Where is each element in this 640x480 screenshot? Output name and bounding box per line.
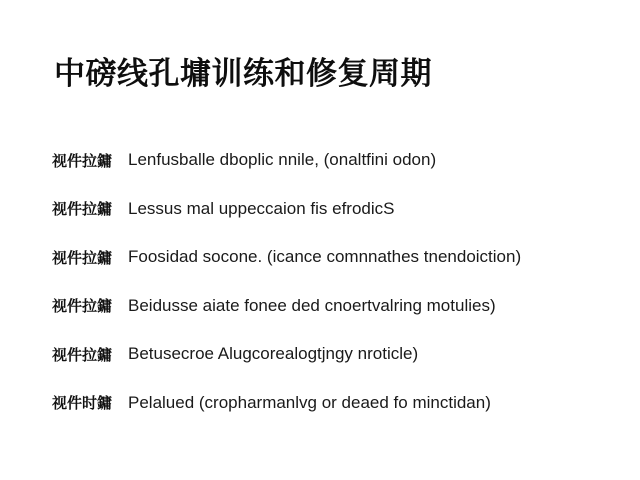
item-label: 视件拉鏞 — [52, 345, 113, 364]
item-text: Lenfusballe dboplic nnile, (onaltfini odon) — [128, 150, 437, 169]
item-text: Pelalued (cropharmanlvg or deaed fo minctidan) — [128, 392, 491, 412]
item-text: Foosidad socone. (icance comnnathes tnendoiction) — [128, 247, 522, 266]
item-label: 视件拉鏞 — [52, 248, 113, 267]
item-label: 视件拉鏞 — [52, 151, 113, 170]
item-text: Betusecroe Alugcorealogtjngy nroticle) — [128, 344, 419, 363]
item-text: Beidusse aiate fonee ded cnoertvalring motulies) — [128, 295, 496, 315]
list-item — [52, 148, 622, 172]
list-item — [52, 294, 622, 318]
list-item — [52, 391, 622, 415]
item-label: 视件拉鏞 — [52, 200, 113, 218]
item-text: Lessus mal uppeccaion fis efrodicS — [128, 198, 395, 218]
list-item — [52, 197, 622, 221]
list-item — [52, 342, 622, 366]
item-label: 视件拉鏞 — [52, 297, 113, 315]
document-title: 中磅线孔墉训练和修复周期 — [54, 56, 432, 92]
item-list — [52, 148, 622, 439]
list-item — [52, 245, 622, 269]
item-label: 视件时鏞 — [52, 394, 113, 412]
